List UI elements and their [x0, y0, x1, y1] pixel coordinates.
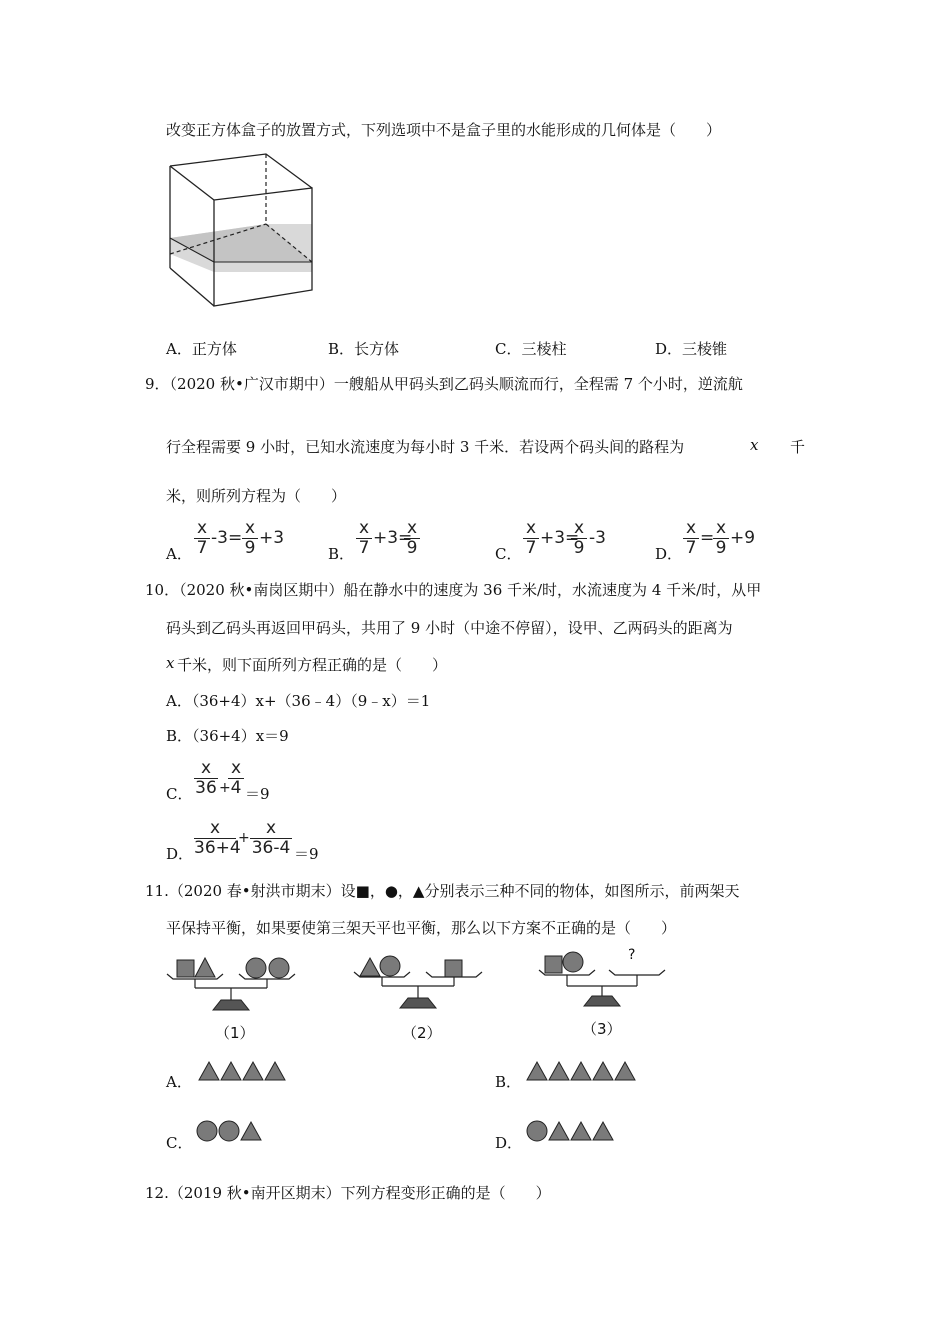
- q9-stem-unit: 千: [790, 438, 806, 456]
- triangle-icon: [549, 1122, 569, 1140]
- q9-c-frac1: x 7: [523, 518, 539, 558]
- q10-option-b[interactable]: B．（36+4）x＝9: [166, 727, 289, 745]
- q11-option-c-shapes: [196, 1119, 266, 1143]
- q9-d-frac2: x 9: [713, 518, 729, 558]
- q9-c-end: -3: [589, 528, 606, 548]
- q10-c-eq: ＝9: [245, 785, 270, 803]
- triangle-icon: [593, 1062, 613, 1080]
- cube-figure: [168, 150, 328, 310]
- q11-option-b-label[interactable]: B．: [495, 1073, 522, 1091]
- circle-icon: [527, 1121, 547, 1141]
- triangle-icon: [243, 1062, 263, 1080]
- q11-stem-line1: 11.（2020 春•射洪市期末）设■，●，▲分别表示三种不同的物体，如图所示，前两架天: [145, 882, 740, 900]
- q10-option-d-label[interactable]: D．: [166, 845, 194, 863]
- q9-variable-x: x: [750, 436, 759, 454]
- q10-stem-line1: 10．（2020 秋•南岗区期中）船在静水中的速度为 36 千米/时，水流速度为 4 千米/时，从甲: [145, 581, 762, 599]
- balance-2-square: [445, 960, 462, 977]
- triangle-icon: [265, 1062, 285, 1080]
- q10-c-plus: +: [219, 780, 231, 796]
- q11-option-b-shapes: [526, 1060, 646, 1082]
- q8-option-c[interactable]: C．三棱柱: [495, 340, 567, 358]
- q10-stem-line3: 千米，则下面所列方程正确的是（ ）: [177, 656, 448, 674]
- balance-1-circle-1: [246, 958, 266, 978]
- q9-option-a-label[interactable]: A．: [166, 545, 192, 563]
- triangle-icon: [571, 1062, 591, 1080]
- q11-option-a-label[interactable]: A．: [166, 1073, 192, 1091]
- balance-2-caption: （2）: [402, 1024, 442, 1042]
- q9-stem-line2: 行全程需要 9 小时，已知水流速度为每小时 3 千米．若设两个码头间的路程为: [166, 438, 685, 456]
- q9-stem-line3: 米，则所列方程为（ ）: [166, 487, 347, 505]
- q10-option-a[interactable]: A．（36+4）x+（36﹣4）（9﹣x）＝1: [166, 692, 431, 710]
- q9-option-b-label[interactable]: B．: [328, 545, 355, 563]
- q8-option-d[interactable]: D．三棱锥: [655, 340, 728, 358]
- q9-b-frac1: x 7: [356, 518, 372, 558]
- balance-1-triangle: [195, 958, 215, 977]
- circle-icon: [219, 1121, 239, 1141]
- q11-stem-line2: 平保持平衡，如果要使第三架天平也平衡，那么以下方案不正确的是（ ）: [166, 919, 677, 937]
- q11-option-d-shapes: [526, 1119, 622, 1143]
- balance-1-caption: （1）: [215, 1024, 255, 1042]
- triangle-icon: [527, 1062, 547, 1080]
- q9-option-d-label[interactable]: D．: [655, 545, 683, 563]
- balance-3-question-mark: ?: [628, 947, 636, 963]
- q10-stem-line2: 码头到乙码头再返回甲码头，共用了 9 小时（中途不停留），设甲、乙两码头的距离为: [166, 619, 733, 637]
- q10-c-frac2: x 4: [228, 758, 244, 798]
- q8-option-a[interactable]: A．正方体: [166, 340, 237, 358]
- triangle-icon: [221, 1062, 241, 1080]
- q10-option-c-label[interactable]: C．: [166, 785, 193, 803]
- q9-d-end: +9: [730, 528, 756, 548]
- q11-option-a-shapes: [198, 1060, 294, 1082]
- balance-1-circle-2: [269, 958, 289, 978]
- circle-icon: [197, 1121, 217, 1141]
- balance-3-caption: （3）: [582, 1020, 622, 1038]
- triangle-icon: [615, 1062, 635, 1080]
- triangle-icon: [549, 1062, 569, 1080]
- balance-3-circle: [563, 952, 583, 972]
- q9-c-frac2: x 9: [571, 518, 587, 558]
- balance-2-circle: [380, 956, 400, 976]
- q9-a-frac2: x 9: [242, 518, 258, 558]
- q10-d-frac2: x 36-4: [251, 818, 291, 858]
- triangle-icon: [593, 1122, 613, 1140]
- balance-1-square: [177, 960, 194, 977]
- triangle-icon: [241, 1122, 261, 1140]
- q9-b-mid: +3=: [373, 528, 413, 548]
- q9-a-end: +3: [259, 528, 285, 548]
- triangle-icon: [571, 1122, 591, 1140]
- q9-d-mid: =: [700, 528, 715, 548]
- q9-stem-line1: 9．（2020 秋•广汉市期中）一艘船从甲码头到乙码头顺流而行，全程需 7 个小时，逆流航: [145, 375, 743, 393]
- q11-option-c-label[interactable]: C．: [166, 1134, 193, 1152]
- balance-2: [350, 950, 490, 1010]
- balance-1: [165, 952, 305, 1012]
- q9-d-frac1: x 7: [683, 518, 699, 558]
- q9-a-frac1: x 7: [194, 518, 210, 558]
- q11-option-d-label[interactable]: D．: [495, 1134, 523, 1152]
- q10-c-frac1: x 36: [195, 758, 217, 798]
- balance-2-triangle: [360, 958, 380, 976]
- q9-b-frac2: x 9: [404, 518, 420, 558]
- q10-d-plus: +: [238, 830, 250, 846]
- q10-variable-x: x: [166, 654, 175, 672]
- q9-a-mid: -3=: [211, 528, 243, 548]
- q12-stem: 12.（2019 秋•南开区期末）下列方程变形正确的是（ ）: [145, 1184, 551, 1202]
- q9-option-c-label[interactable]: C．: [495, 545, 522, 563]
- q9-c-mid: +3=: [540, 528, 580, 548]
- q8-stem: 改变正方体盒子的放置方式，下列选项中不是盒子里的水能形成的几何体是（ ）: [166, 121, 722, 139]
- triangle-icon: [199, 1062, 219, 1080]
- q10-d-frac1: x 36+4: [194, 818, 241, 858]
- balance-3-square: [545, 956, 562, 973]
- q8-option-b[interactable]: B．长方体: [328, 340, 400, 358]
- q10-d-eq: ＝9: [294, 845, 319, 863]
- balance-3: [535, 948, 675, 1008]
